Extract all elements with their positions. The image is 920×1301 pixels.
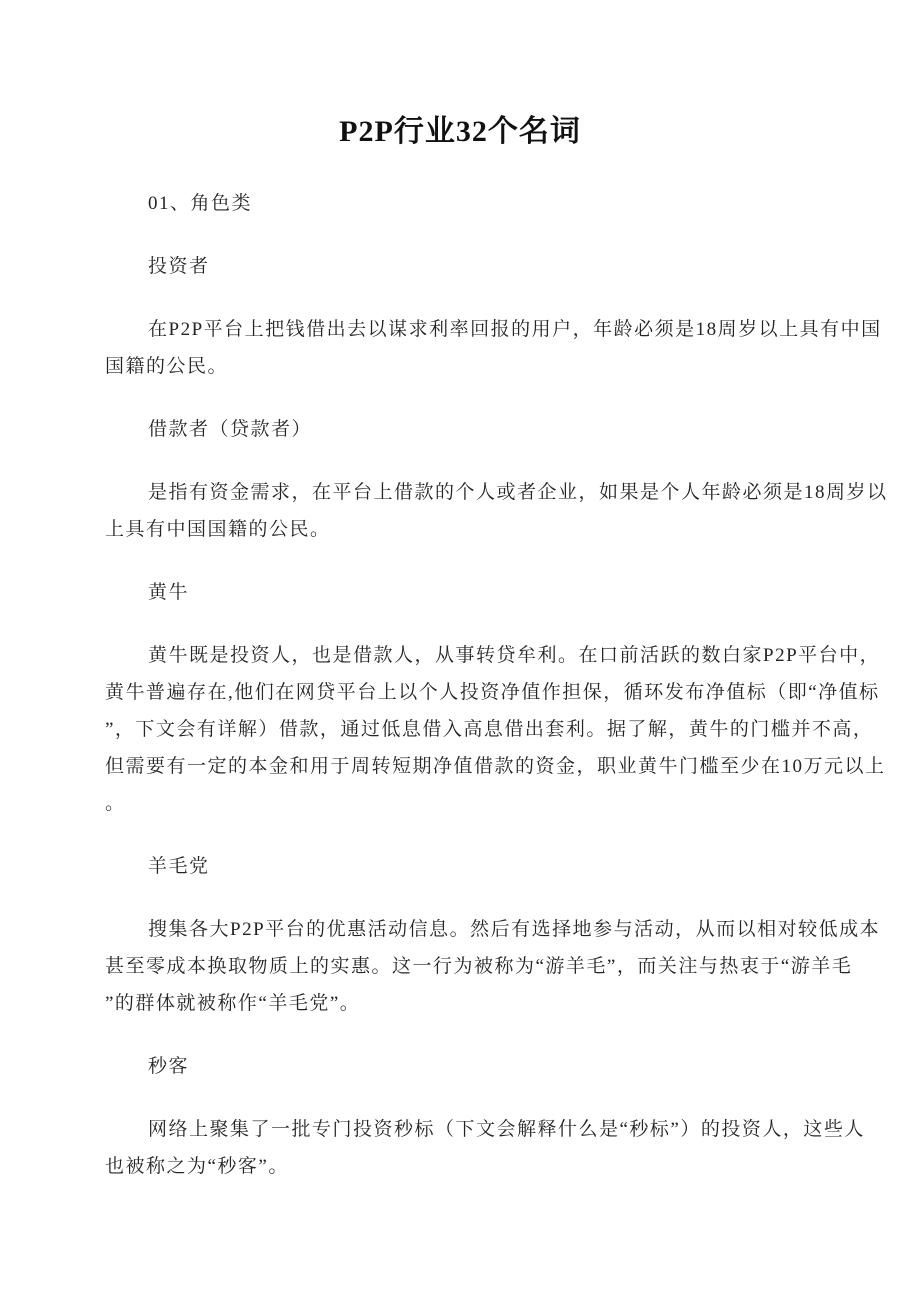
paragraph-line: 国籍的公民。 (105, 356, 229, 377)
term-heading: 秒客 (148, 1056, 190, 1077)
paragraph-line: 在P2P平台上把钱借出去以谋求利率回报的用户，年龄必须是18周岁以上具有中国 (148, 319, 882, 340)
document-title: P2P行业32个名词 (339, 115, 581, 148)
paragraph-line: ”的群体就被称作“羊毛党”。 (105, 993, 361, 1014)
paragraph-line: 甚至零成本换取物质上的实惠。这一行为被称为“游羊毛”，而关注与热衷于“游羊毛 (105, 956, 853, 977)
paragraph-line: 搜集各大P2P平台的优惠活动信息。然后有选择地参与活动，从而以相对较低成本 (148, 919, 881, 940)
term-heading: 投资者 (148, 256, 210, 277)
paragraph (105, 1111, 865, 1185)
paragraph-line: 黄牛普遍存在,他们在网贷平台上以个人投资净值作担保，循环发布净值标（即“净值标 (105, 682, 880, 703)
term-heading: 羊毛党 (148, 856, 210, 877)
paragraph-line: 。 (105, 793, 126, 814)
paragraph-line: 是指有资金需求，在平台上借款的个人或者企业，如果是个人年龄必须是18周岁以 (148, 482, 888, 503)
paragraph-line: 网络上聚集了一批专门投资秒标（下文会解释什么是“秒标”）的投资人，这些人 (148, 1119, 865, 1140)
paragraph-line: 上具有中国国籍的公民。 (105, 519, 331, 540)
category-heading: 01、角色类 (148, 193, 253, 214)
paragraph-line: 也被称之为“秒客”。 (105, 1156, 289, 1177)
paragraph-line: 但需要有一定的本金和用于周转短期净值借款的资金，职业黄牛门槛至少在10万元以上 (105, 756, 886, 777)
paragraph (105, 911, 881, 1022)
paragraph (105, 311, 882, 385)
term-heading: 借款者（贷款者） (148, 419, 313, 440)
paragraph-line: 黄牛既是投资人，也是借款人，从事转贷牟利。在口前活跃的数白家P2P平台中， (148, 645, 881, 666)
term-heading: 黄牛 (148, 582, 190, 603)
paragraph (105, 637, 886, 822)
paragraph-line: ”，下文会有详解）借款，通过低息借入高息借出套利。据了解，黄牛的门槛并不高， (105, 719, 874, 740)
document-body (0, 152, 920, 1185)
paragraph (105, 474, 888, 548)
